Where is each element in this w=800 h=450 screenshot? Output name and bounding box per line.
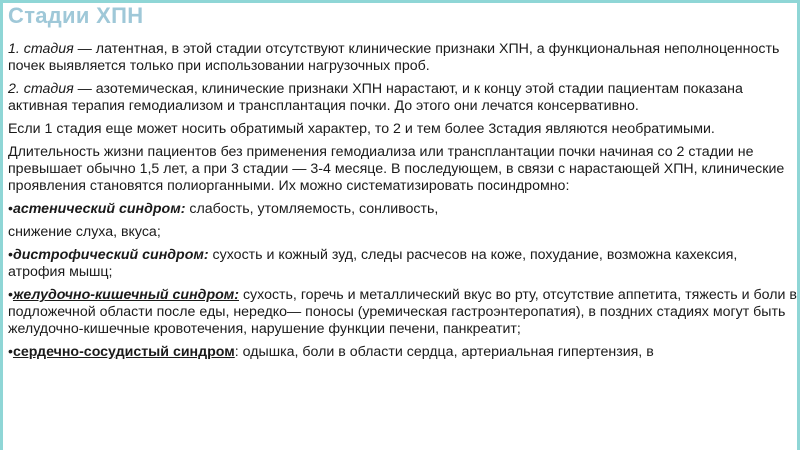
stage-1-label: 1. стадия [8, 41, 74, 57]
syndrome-dystrophic-label: дистрофический синдром: [12, 247, 209, 263]
paragraph-reversibility: Если 1 стадия еще может носить обратимый характер, то 2 и тем более 3стадия являются необратимыми. [8, 121, 715, 137]
syndrome-asthenic-text: слабость, утомляемость, сонливость, [185, 201, 439, 217]
slide-content [8, 41, 798, 367]
syndrome-cardio [8, 344, 798, 361]
syndrome-dystrophic [8, 247, 798, 281]
stage-1-text: — латентная, в этой стадии отсутствуют клинические признаки ХПН, а функциональная неполноценность почек выявляется только при использовании нагрузочных проб. [8, 41, 780, 74]
slide-title: Стадии ХПН [8, 3, 144, 28]
syndrome-asthenic-label: астенический синдром: [12, 201, 186, 217]
stage-2-text: — азотемическая, клинические признаки ХПН нарастают, и к концу этой стадии пациентам показана активная терапия гемодиализом и трансплантация почки. До этого они лечатся консервативно. [8, 81, 743, 114]
bullet: • [8, 287, 13, 303]
stage-2-label: 2. стадия [8, 81, 74, 97]
bullet: • [8, 201, 13, 217]
syndrome-gastro-text: сухость, горечь и металлический вкус во рту, отсутствие аппетита, тяжесть и боли в подложечной области после еды, нередко— поносы (уремическая гастроэнтеропатия), в поздних стадиях могут быть желудочно-кишечные кровотечения, нарушение функции печени, панкреатит; [8, 287, 797, 337]
syndrome-dystrophic-text: сухость и кожный зуд, следы расчесов на коже, похудание, возможна кахексия, атрофия мышц; [8, 247, 738, 280]
paragraph-stage-2 [8, 81, 798, 115]
bullet: • [8, 344, 13, 360]
line-hearing: снижение слуха, вкуса; [8, 224, 161, 240]
syndrome-cardio-label: сердечно-сосудистый синдром [12, 344, 235, 360]
syndrome-gastro-label: желудочно-кишечный синдром: [12, 287, 239, 303]
paragraph-stage-1 [8, 41, 798, 75]
paragraph-life-expectancy: Длительность жизни пациентов без применения гемодиализа или трансплантации почки начиная со 2 стадии не превышает обычно 1,5 лет, а при 3 стадии — 3-4 месяце. В последующем, в связи с нарастающей ХПН, клинические проявления становятся полиорганными. Их можно систематизировать посиндромно: [8, 144, 785, 194]
syndrome-cardio-text: : одышка, боли в области сердца, артериальная гипертензия, в [234, 344, 654, 360]
bullet: • [8, 247, 13, 263]
syndrome-gastro [8, 287, 798, 338]
syndrome-asthenic [8, 201, 798, 218]
